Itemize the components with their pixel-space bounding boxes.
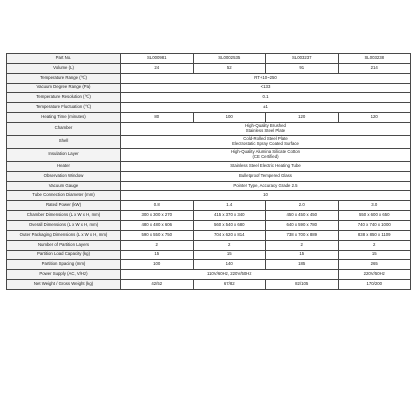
spec-sheet <box>6 53 410 290</box>
row-label: Outer Packaging Dimensions (L x W x H, mm) <box>7 230 121 240</box>
row-group-value: 220V/50Hz <box>338 270 411 280</box>
row-value: 52 <box>193 63 266 73</box>
value-line: Electrostatic Spray Coated Surface <box>232 140 299 146</box>
row-label: Temperature Fluctuation (℃) <box>7 103 121 113</box>
value-line: (CE Certified) <box>252 153 279 159</box>
table-row <box>7 240 411 250</box>
table-row <box>7 161 411 171</box>
row-value: 82/105 <box>266 280 339 290</box>
row-shared-value <box>121 148 411 161</box>
row-value: 838 x 850 x 1109 <box>338 230 411 240</box>
table-row <box>7 148 411 161</box>
table-header-row <box>7 54 411 64</box>
header-label-cell: Part No. <box>7 54 121 64</box>
value-line: High-Quality Brushed <box>245 122 286 128</box>
row-value: 265 <box>338 260 411 270</box>
row-label: Vacuum Degree Range (Pa) <box>7 83 121 93</box>
table-row <box>7 191 411 201</box>
table-row <box>7 103 411 113</box>
row-shared-value: RT+10~250 <box>121 73 411 83</box>
row-value: 15 <box>266 250 339 260</box>
row-value: 640 x 590 x 780 <box>266 220 339 230</box>
row-label: Heating Time (minutes) <box>7 113 121 123</box>
row-value: 480 x 480 x 606 <box>121 220 194 230</box>
row-shared-value: 0.1 <box>121 93 411 103</box>
table-row <box>7 135 411 148</box>
row-value: 15 <box>338 250 411 260</box>
row-value: 2 <box>266 240 339 250</box>
table-row <box>7 211 411 221</box>
row-shared-value: Bulletproof Tempered Glass <box>121 171 411 181</box>
row-value: 170/200 <box>338 280 411 290</box>
row-value: 80 <box>121 113 194 123</box>
row-value: 24 <box>121 63 194 73</box>
row-value: 3.0 <box>338 201 411 211</box>
row-label: Overall Dimensions (L x W x H, mm) <box>7 220 121 230</box>
row-label: Shell <box>7 135 121 148</box>
table-row <box>7 113 411 123</box>
row-label: Rated Power (kW) <box>7 201 121 211</box>
table-row <box>7 73 411 83</box>
row-shared-value: <133 <box>121 83 411 93</box>
row-label: Net Weight / Gross Weight (kg) <box>7 280 121 290</box>
row-label: Temperature Range (℃) <box>7 73 121 83</box>
table-row <box>7 63 411 73</box>
row-shared-value <box>121 135 411 148</box>
table-row <box>7 122 411 135</box>
row-value: 450 x 450 x 450 <box>266 211 339 221</box>
row-label: Volume (L) <box>7 63 121 73</box>
row-label: Chamber <box>7 122 121 135</box>
row-value: 740 x 740 x 1000 <box>338 220 411 230</box>
row-value: 15 <box>193 250 266 260</box>
row-value: 560 x 540 x 680 <box>193 220 266 230</box>
row-label: Chamber Dimensions (L x W x H, mm) <box>7 211 121 221</box>
row-label: Tube Connection Diameter (mm) <box>7 191 121 201</box>
table-row <box>7 93 411 103</box>
row-value: 738 x 700 x 889 <box>266 230 339 240</box>
row-value: 42/52 <box>121 280 194 290</box>
row-shared-value: Stainless Steel Electric Heating Tube <box>121 161 411 171</box>
value-line: Cold-Rolled Steel Plate <box>243 135 288 141</box>
row-shared-value: Pointer Type, Accuracy Grade 2.5 <box>121 181 411 191</box>
row-shared-value <box>121 122 411 135</box>
table-row <box>7 260 411 270</box>
row-value: 2 <box>338 240 411 250</box>
row-value: 590 x 550 x 750 <box>121 230 194 240</box>
spec-table <box>6 53 411 290</box>
row-value: 120 <box>266 113 339 123</box>
table-row <box>7 83 411 93</box>
model-cell: SL003237 <box>266 54 339 64</box>
table-row <box>7 270 411 280</box>
model-cell: SL000981 <box>121 54 194 64</box>
value-line: Stainless Steel Plate <box>245 127 286 133</box>
row-label: Power Supply (AC, V/Hz) <box>7 270 121 280</box>
row-label: Observation Window <box>7 171 121 181</box>
row-value: 0.8 <box>121 201 194 211</box>
row-group-value: 110V/60Hz, 220V/50Hz <box>121 270 339 280</box>
row-value: 120 <box>338 113 411 123</box>
row-value: 91 <box>266 63 339 73</box>
row-label: Vacuum Gauge <box>7 181 121 191</box>
table-row <box>7 171 411 181</box>
table-row <box>7 181 411 191</box>
row-value: 15 <box>121 250 194 260</box>
row-value: 550 x 600 x 650 <box>338 211 411 221</box>
row-value: 185 <box>266 260 339 270</box>
value-line: High-Quality Alumina Silicate Cotton <box>230 148 301 154</box>
row-value: 2 <box>121 240 194 250</box>
row-shared-value: 10 <box>121 191 411 201</box>
row-value: 704 x 620 x 814 <box>193 230 266 240</box>
row-label: Partition Load Capacity (kg) <box>7 250 121 260</box>
table-row <box>7 280 411 290</box>
row-shared-value: ±1 <box>121 103 411 113</box>
table-row <box>7 201 411 211</box>
row-value: 67/82 <box>193 280 266 290</box>
row-value: 2.0 <box>266 201 339 211</box>
table-row <box>7 230 411 240</box>
row-label: Partition Spacing (mm) <box>7 260 121 270</box>
row-value: 300 x 300 x 270 <box>121 211 194 221</box>
model-cell: SL0002535 <box>193 54 266 64</box>
model-cell: SL003238 <box>338 54 411 64</box>
table-row <box>7 220 411 230</box>
row-value: 1.4 <box>193 201 266 211</box>
row-value: 2 <box>193 240 266 250</box>
row-value: 415 x 370 x 340 <box>193 211 266 221</box>
row-label: Insulation Layer <box>7 148 121 161</box>
row-value: 214 <box>338 63 411 73</box>
row-value: 140 <box>193 260 266 270</box>
row-label: Heater <box>7 161 121 171</box>
row-label: Temperature Resolution (℃) <box>7 93 121 103</box>
row-value: 100 <box>193 113 266 123</box>
row-label: Number of Partition Layers <box>7 240 121 250</box>
table-row <box>7 250 411 260</box>
row-value: 100 <box>121 260 194 270</box>
